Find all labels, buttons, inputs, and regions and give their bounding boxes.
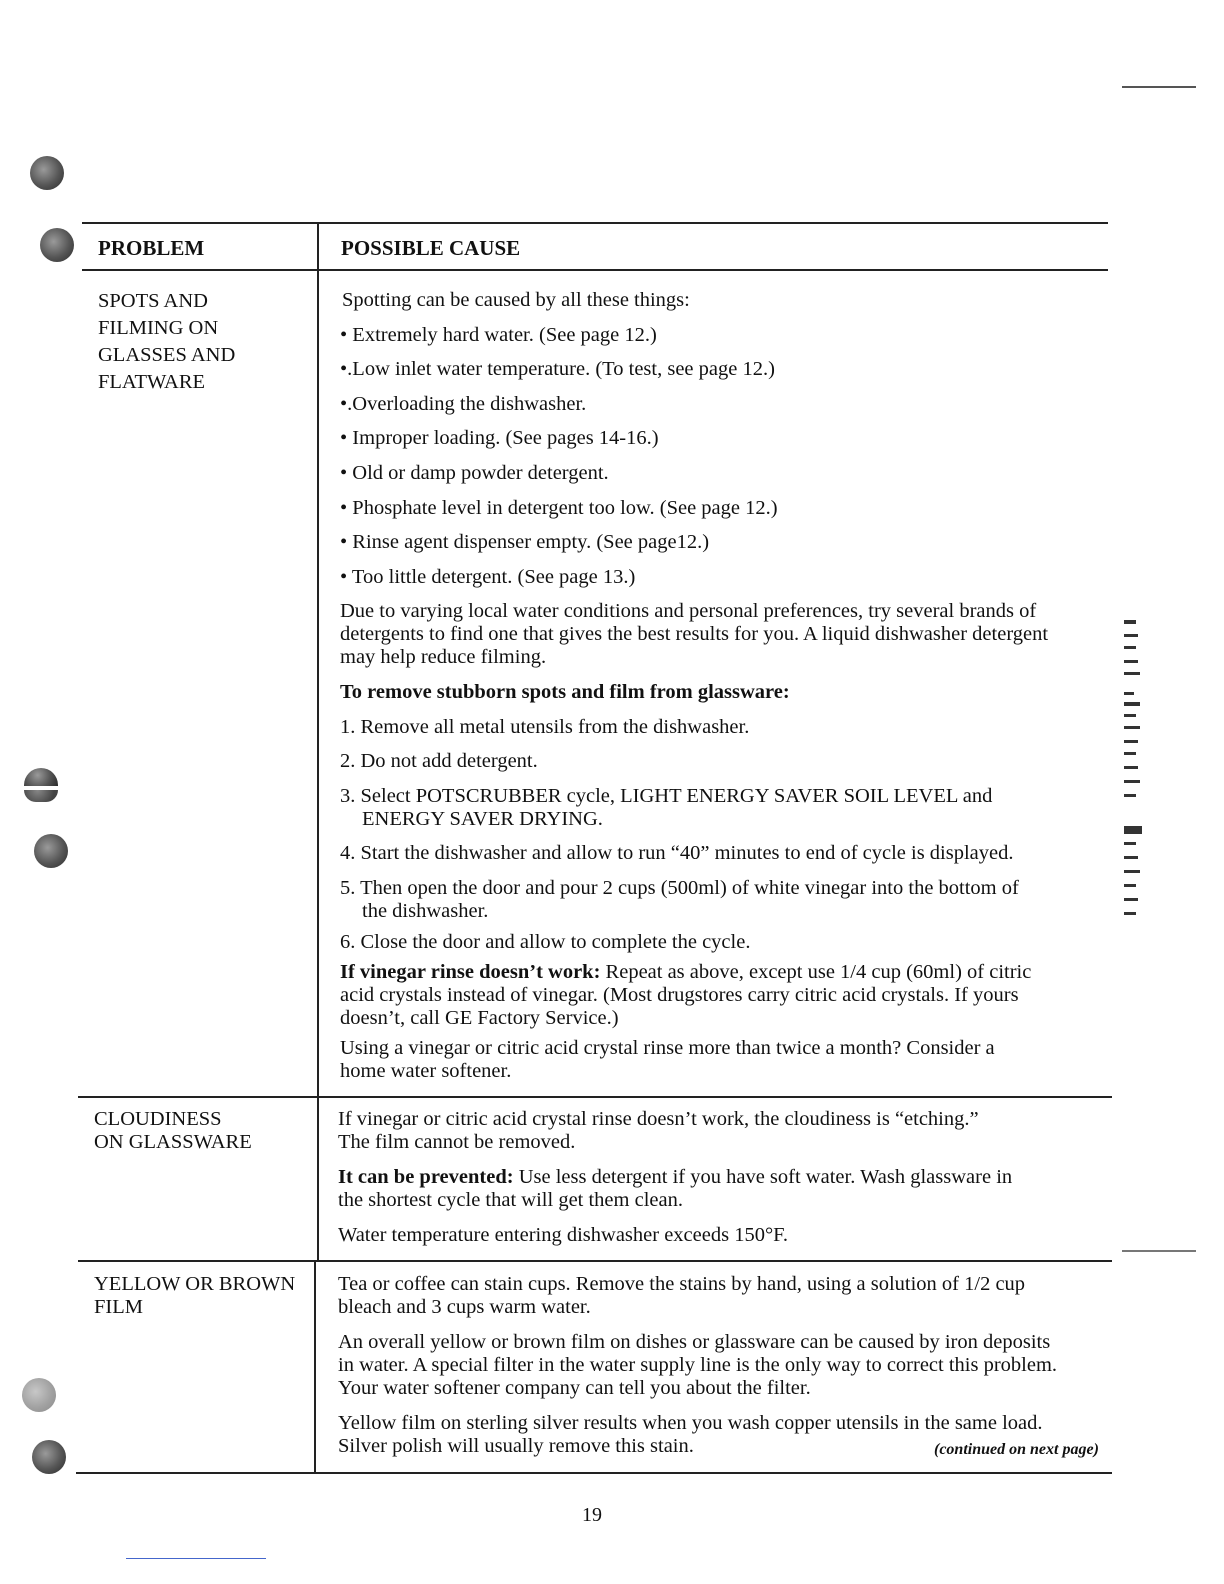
page-number: 19: [582, 1504, 602, 1526]
step-line: the dishwasher.: [362, 900, 489, 922]
row-divider: [78, 1260, 1112, 1262]
stubborn-spots-heading: To remove stubborn spots and film from glassware:: [340, 681, 790, 703]
cause-paragraph-line: Water temperature entering dishwasher exceeds 150°F.: [338, 1224, 789, 1246]
cause-header: POSSIBLE CAUSE: [341, 236, 521, 260]
prevented-line: [338, 1166, 1012, 1189]
cause-paragraph-line: Tea or coffee can stain cups. Remove the stains by hand, using a solution of 1/2 cup: [338, 1273, 1026, 1295]
cause-paragraph-line: Using a vinegar or citric acid crystal rinse more than twice a month? Consider a: [340, 1037, 995, 1059]
cause-paragraph-line: in water. A special filter in the water supply line is the only way to correct this problem.: [338, 1354, 1058, 1376]
binder-hole-icon: [24, 768, 58, 786]
binder-hole-icon: [24, 790, 58, 802]
binder-hole-icon: [22, 1378, 56, 1412]
vinegar-rinse-text: Repeat as above, except use 1/4 cup (60ml) of citric: [600, 961, 1032, 983]
step-line: 1. Remove all metal utensils from the dishwasher.: [340, 716, 750, 738]
cause-bullet: • Rinse agent dispenser empty. (See page12.): [340, 531, 710, 553]
column-divider: [317, 222, 319, 1096]
problem-line: SPOTS AND: [98, 290, 208, 312]
binder-hole-icon: [30, 156, 64, 190]
cause-paragraph-line: detergents to find one that gives the best results for you. A liquid dishwasher detergent: [340, 623, 1049, 645]
binder-hole-icon: [40, 228, 74, 262]
cause-paragraph-line: may help reduce filming.: [340, 646, 547, 668]
step-line: 6. Close the door and allow to complete the cycle.: [340, 931, 751, 953]
vinegar-rinse-label: If vinegar rinse doesn’t work:: [340, 961, 601, 983]
cause-paragraph-line: If vinegar or citric acid crystal rinse doesn’t work, the cloudiness is “etching.”: [338, 1108, 979, 1130]
cause-paragraph-line: doesn’t, call GE Factory Service.): [340, 1007, 619, 1029]
table-top-rule: [82, 222, 1108, 224]
cause-paragraph-line: Your water softener company can tell you about the filter.: [338, 1377, 811, 1399]
step-line: 3. Select POTSCRUBBER cycle, LIGHT ENERGY SAVER SOIL LEVEL and: [340, 785, 993, 807]
table-bottom-rule: [76, 1472, 1112, 1474]
cause-bullet: • Extremely hard water. (See page 12.): [340, 324, 657, 346]
cause-bullet: •.Low inlet water temperature. (To test, see page 12.): [340, 358, 775, 380]
continued-note: (continued on next page): [934, 1441, 1099, 1458]
step-line: 2. Do not add detergent.: [340, 750, 538, 772]
cause-paragraph-line: the shortest cycle that will get them clean.: [338, 1189, 683, 1211]
bottom-link-rule: [126, 1558, 266, 1559]
vinegar-rinse-line: [340, 961, 1031, 984]
step-line: ENERGY SAVER DRYING.: [362, 808, 603, 830]
cause-bullet: •.Overloading the dishwasher.: [340, 393, 587, 415]
header-rule: [82, 269, 1108, 271]
prevented-text: Use less detergent if you have soft water. Wash glassware in: [513, 1166, 1013, 1188]
problem-line: YELLOW OR BROWN: [94, 1273, 296, 1295]
column-divider: [314, 1260, 316, 1472]
cause-paragraph-line: Silver polish will usually remove this stain.: [338, 1435, 694, 1457]
cause-bullet: • Too little detergent. (See page 13.): [340, 566, 636, 588]
problem-line: FILM: [94, 1296, 143, 1318]
cause-paragraph-line: bleach and 3 cups warm water.: [338, 1296, 591, 1318]
cause-paragraph-line: An overall yellow or brown film on dishes or glassware can be caused by iron deposits: [338, 1331, 1051, 1353]
cause-paragraph-line: The film cannot be removed.: [338, 1131, 576, 1153]
prevented-label: It can be prevented:: [338, 1166, 514, 1188]
column-divider: [317, 1096, 319, 1260]
problem-line: FLATWARE: [98, 371, 206, 393]
problem-line: CLOUDINESS: [94, 1108, 222, 1130]
step-line: 4. Start the dishwasher and allow to run “40” minutes to end of cycle is displayed.: [340, 842, 1014, 864]
cause-paragraph-line: Due to varying local water conditions and personal preferences, try several brands of: [340, 600, 1037, 622]
problem-header: PROBLEM: [98, 236, 205, 260]
problem-line: ON GLASSWARE: [94, 1131, 252, 1153]
problem-line: FILMING ON: [98, 317, 219, 339]
binder-hole-icon: [34, 834, 68, 868]
cause-paragraph-line: acid crystals instead of vinegar. (Most drugstores carry citric acid crystals. If yours: [340, 984, 1019, 1006]
cause-line: Spotting can be caused by all these things:: [342, 289, 690, 311]
row-divider: [78, 1096, 1112, 1098]
cause-bullet: • Phosphate level in detergent too low. (See page 12.): [340, 497, 778, 519]
cause-paragraph-line: Yellow film on sterling silver results when you wash copper utensils in the same load.: [338, 1412, 1043, 1434]
cause-paragraph-line: home water softener.: [340, 1060, 512, 1082]
problem-line: GLASSES AND: [98, 344, 236, 366]
binder-hole-icon: [32, 1440, 66, 1474]
cause-bullet: • Improper loading. (See pages 14-16.): [340, 427, 659, 449]
cause-bullet: • Old or damp powder detergent.: [340, 462, 609, 484]
step-line: 5. Then open the door and pour 2 cups (500ml) of white vinegar into the bottom of: [340, 877, 1019, 899]
